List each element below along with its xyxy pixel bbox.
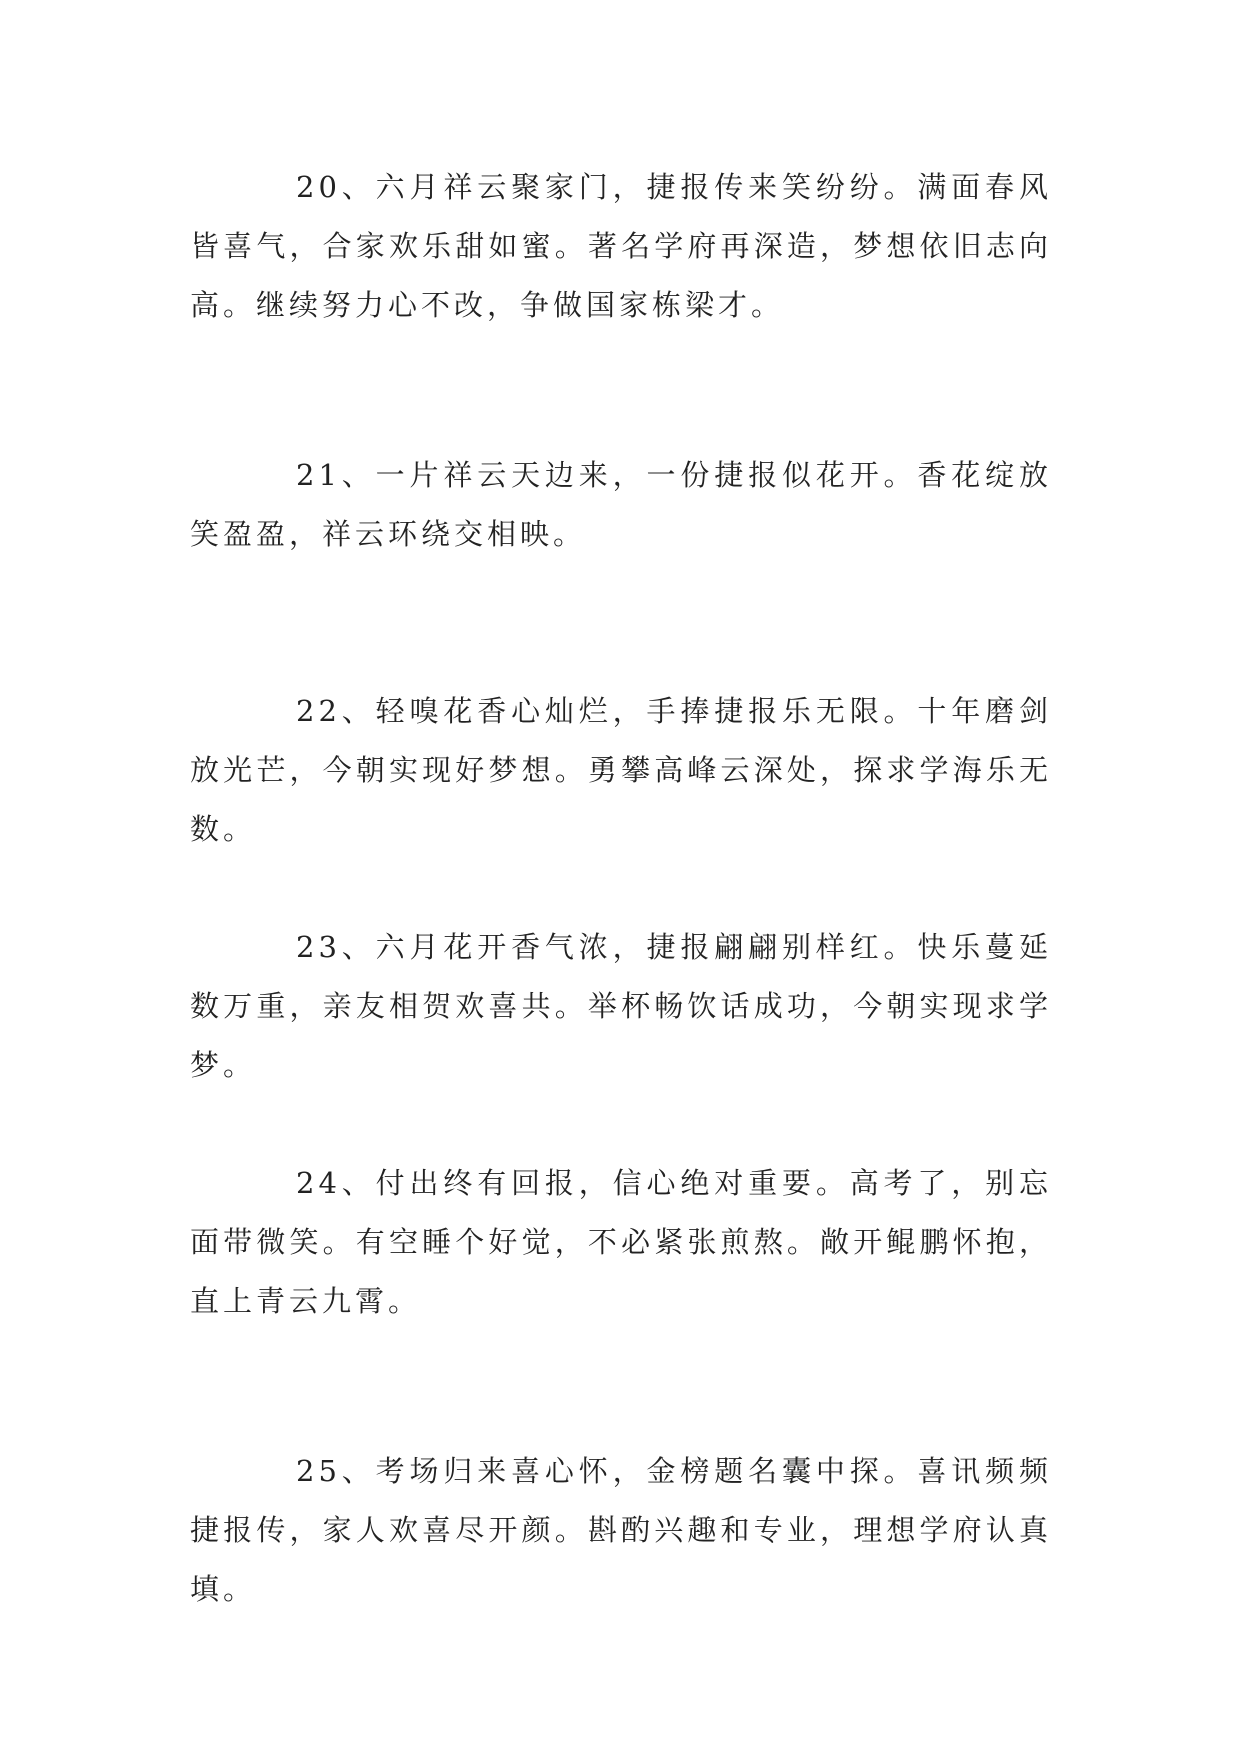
paragraph-23: 23、六月花开香气浓，捷报翩翩别样红。快乐蔓延数万重，亲友相贺欢喜共。举杯畅饮话成功，今朝实现求学梦。 bbox=[190, 930, 1052, 1082]
paragraph-20: 20、六月祥云聚家门，捷报传来笑纷纷。满面春风皆喜气，合家欢乐甜如蜜。著名学府再深造，梦想依旧志向高。继续努力心不改，争做国家栋梁才。 bbox=[190, 170, 1052, 322]
paragraph-25: 25、考场归来喜心怀，金榜题名囊中探。喜讯频频捷报传，家人欢喜尽开颜。斟酌兴趣和专业，理想学府认真填。 bbox=[190, 1454, 1052, 1606]
paragraph-24: 24、付出终有回报，信心绝对重要。高考了，别忘面带微笑。有空睡个好觉，不必紧张煎熬。敞开鲲鹏怀抱，直上青云九霄。 bbox=[190, 1166, 1052, 1318]
paragraph-21: 21、一片祥云天边来，一份捷报似花开。香花绽放笑盈盈，祥云环绕交相映。 bbox=[190, 458, 1052, 551]
paragraph-22: 22、轻嗅花香心灿烂，手捧捷报乐无限。十年磨剑放光芒，今朝实现好梦想。勇攀高峰云深处，探求学海乐无数。 bbox=[190, 694, 1052, 846]
